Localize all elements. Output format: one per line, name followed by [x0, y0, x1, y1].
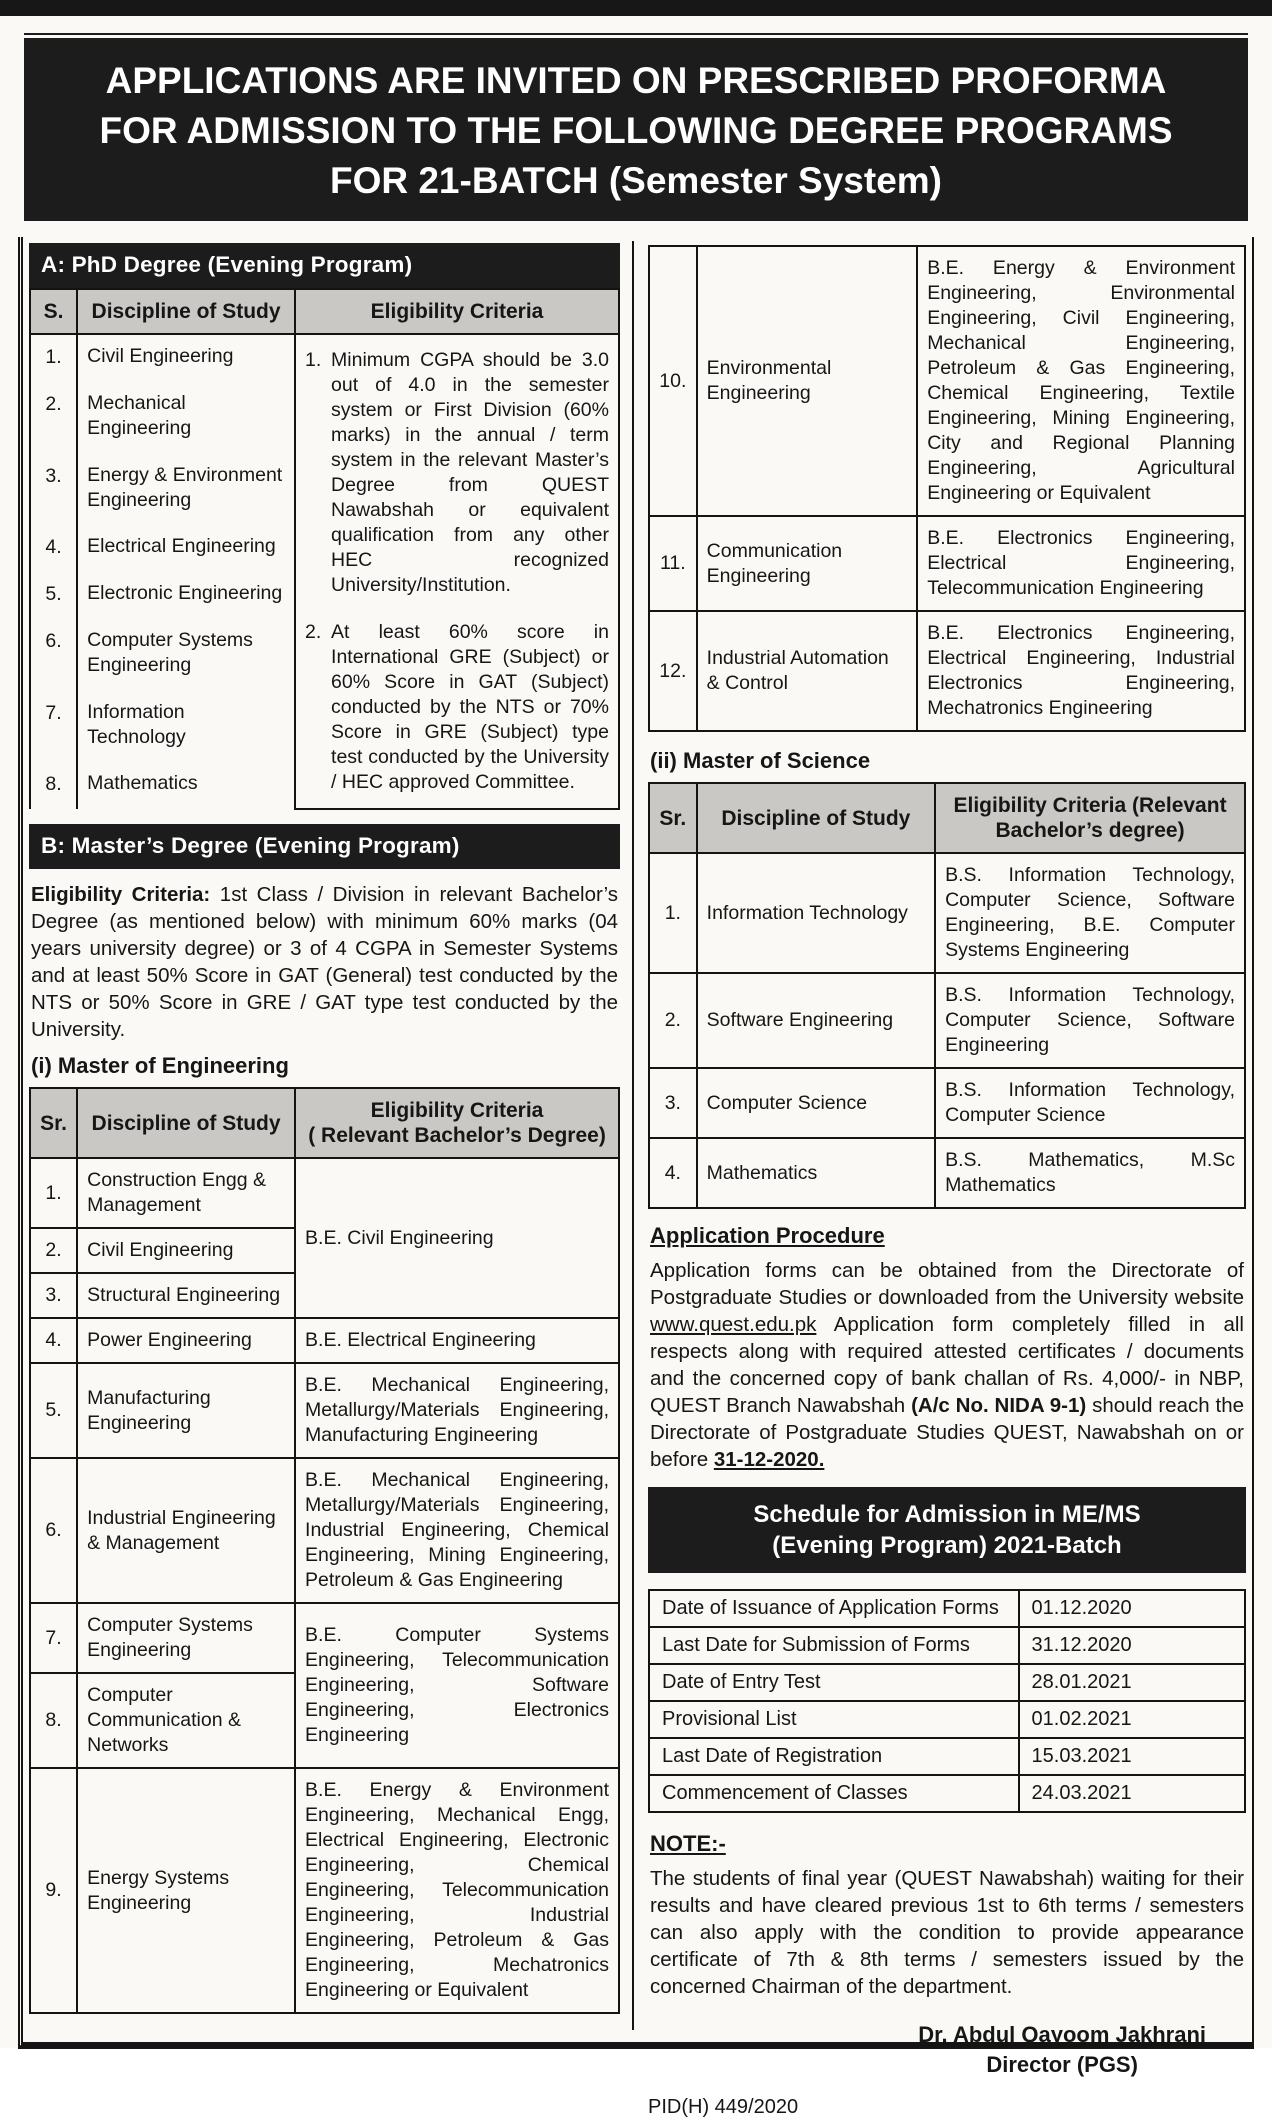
me-row-number: 6. [30, 1458, 77, 1603]
phd-table [29, 288, 620, 810]
ms-row [649, 973, 1245, 1068]
schedule-bar-line2: (Evening Program) 2021-Batch [772, 1532, 1122, 1559]
schedule-row [649, 1701, 1245, 1738]
schedule-row-date: 01.12.2020 [1019, 1590, 1245, 1627]
me-row-number: 9. [30, 1768, 77, 2013]
ms-row-number: 4. [649, 1138, 697, 1208]
ms-row-discipline: Information Technology [697, 853, 935, 973]
me-row-number: 5. [30, 1363, 77, 1458]
me-col-sr: Sr. [30, 1088, 77, 1158]
phd-row-discipline: Electrical Engineering [77, 525, 295, 572]
phd-row-number: 6. [30, 619, 77, 691]
section-b-bar: B: Master’s Degree (Evening Program) [29, 824, 620, 869]
application-text-1: Application forms can be obtained from the Directorate of Postgraduate Studies or downloaded from the University website [650, 1259, 1244, 1309]
schedule-row-label: Date of Entry Test [649, 1664, 1019, 1701]
phd-row-number: 4. [30, 525, 77, 572]
phd-eligibility-item: 2. At least 60% score in International GRE (Subject) or 60% Score in GAT (Subject) conducted by the NTS or 70% Score in GRE (Subject) type test conducted by the University / HEC approved Committee. [305, 621, 609, 793]
schedule-row-date: 28.01.2021 [1019, 1664, 1245, 1701]
me-cont-row-discipline: Industrial Automation & Control [697, 611, 918, 731]
ms-row [649, 1068, 1245, 1138]
application-procedure-heading: Application Procedure [650, 1223, 885, 1248]
ms-row-number: 2. [649, 973, 697, 1068]
phd-row-number: 1. [30, 334, 77, 382]
phd-row-discipline: Electronic Engineering [77, 572, 295, 619]
ms-row-eligibility: B.S. Mathematics, M.Sc Mathematics [935, 1138, 1245, 1208]
signature-block [648, 2020, 1206, 2080]
masters-eligibility-paragraph [31, 881, 618, 1043]
me-row-number: 4. [30, 1318, 77, 1363]
me-table-continued [648, 245, 1246, 732]
eligibility-label: Eligibility Criteria: [31, 883, 211, 906]
schedule-row-date: 15.03.2021 [1019, 1738, 1245, 1775]
me-row-number: 3. [30, 1273, 77, 1318]
me-row-discipline: Construction Engg & Management [77, 1158, 295, 1228]
me-row-discipline: Structural Engineering [77, 1273, 295, 1318]
me-col-eligibility [295, 1088, 619, 1158]
me-cont-row-number: 12. [649, 611, 697, 731]
me-eligibility-cell: B.E. Computer Systems Engineering, Telecommunication Engineering, Software Engineering, Electronics Engineering [295, 1603, 619, 1768]
phd-row-discipline: Computer Systems Engineering [77, 619, 295, 691]
ms-col-eligibility: Eligibility Criteria (Relevant Bachelor’s degree) [935, 783, 1245, 853]
left-column [26, 241, 634, 2030]
ms-row-discipline: Mathematics [697, 1138, 935, 1208]
schedule-bar [648, 1487, 1246, 1573]
headline-line-3: FOR 21-BATCH (Semester System) [329, 160, 943, 201]
me-cont-row-number: 10. [649, 246, 697, 516]
phd-row-number: 2. [30, 382, 77, 454]
schedule-row-label: Last Date of Registration [649, 1738, 1019, 1775]
university-website-link[interactable]: www.quest.edu.pk [650, 1313, 817, 1336]
phd-row-discipline: Civil Engineering [77, 334, 295, 382]
me-col-eligibility-line1: Eligibility Criteria [370, 1099, 544, 1122]
me-row-discipline: Manufacturing Engineering [77, 1363, 295, 1458]
me-row [30, 1158, 619, 1228]
me-eligibility-cell: B.E. Energy & Environment Engineering, Mechanical Engg, Electrical Engineering, Electronic Engineering, Chemical Engineering, Telecommunication Engineering, Industrial Engineering, Petroleum & Gas Engineering, Mechatronics Engineering or Equivalent [295, 1768, 619, 2013]
ms-row [649, 853, 1245, 973]
ms-row-eligibility: B.S. Information Technology, Computer Science [935, 1068, 1245, 1138]
phd-row-number: 3. [30, 454, 77, 526]
ms-row-discipline: Computer Science [697, 1068, 935, 1138]
schedule-row [649, 1775, 1245, 1812]
schedule-bar-line1: Schedule for Admission in ME/MS [753, 1501, 1141, 1528]
me-heading: (i) Master of Engineering [31, 1053, 289, 1078]
note-paragraph: The students of final year (QUEST Nawabshah) waiting for their results and have cleared previous 1st to 6th terms / semesters can also apply with the condition to provide appearance certificate of 7th & 8th terms / semesters issued by the concerned Chairman of the department. [650, 1867, 1244, 1998]
phd-eligibility-cell [295, 334, 619, 809]
signature-title: Director (PGS) [986, 2052, 1138, 2077]
me-row [30, 1318, 619, 1363]
phd-col-discipline: Discipline of Study [77, 289, 295, 334]
me-row [30, 1768, 619, 2013]
ms-heading: (ii) Master of Science [650, 748, 871, 773]
application-text-3: should reach the Directorate of Postgraduate Studies QUEST, Nawabshah on or before [650, 1394, 1244, 1471]
me-cont-row [649, 246, 1245, 516]
ms-row-eligibility: B.S. Information Technology, Computer Science, Software Engineering [935, 973, 1245, 1068]
application-deadline: 31-12-2020. [713, 1448, 825, 1471]
schedule-row-label: Date of Issuance of Application Forms [649, 1590, 1019, 1627]
schedule-row-label: Provisional List [649, 1701, 1019, 1738]
phd-row-number: 7. [30, 691, 77, 763]
content-frame [18, 237, 1254, 2118]
me-row-number: 7. [30, 1603, 77, 1673]
ms-col-discipline: Discipline of Study [697, 783, 935, 853]
phd-row-number: 5. [30, 572, 77, 619]
me-row-discipline: Industrial Engineering & Management [77, 1458, 295, 1603]
schedule-row-label: Last Date for Submission of Forms [649, 1627, 1019, 1664]
me-cont-eligibility-cell: B.E. Electronics Engineering, Electrical Engineering, Industrial Electronics Engineering, Mechatronics Engineering [917, 611, 1245, 731]
me-row-number: 2. [30, 1228, 77, 1273]
me-eligibility-cell: B.E. Civil Engineering [295, 1158, 619, 1318]
me-row-discipline: Civil Engineering [77, 1228, 295, 1273]
headline-line-2: FOR ADMISSION TO THE FOLLOWING DEGREE PROGRAMS [99, 110, 1173, 151]
schedule-row-date: 31.12.2020 [1019, 1627, 1245, 1664]
ms-row [649, 1138, 1245, 1208]
me-row [30, 1458, 619, 1603]
account-number: (A/c No. NIDA 9-1) [911, 1394, 1087, 1417]
phd-col-eligibility: Eligibility Criteria [295, 289, 619, 334]
me-eligibility-cell: B.E. Mechanical Engineering, Metallurgy/Materials Engineering, Industrial Engineering, Chemical Engineering, Mining Engineering, Petroleum & Gas Engineering [295, 1458, 619, 1603]
ms-row-number: 1. [649, 853, 697, 973]
ms-row-number: 3. [649, 1068, 697, 1138]
phd-row-discipline: Mechanical Engineering [77, 382, 295, 454]
eligibility-text: 1st Class / Division in relevant Bachelor’s Degree (as mentioned below) with minimum 60% marks (04 years university degree) or 3 of 4 CGPA in Semester Systems and at least 50% Score in GAT (General) test conducted by the NTS or 50% Score in GRE / GAT type test conducted by the University. [31, 883, 619, 1041]
me-table [29, 1087, 620, 2014]
me-row [30, 1363, 619, 1458]
schedule-row-date: 01.02.2021 [1019, 1701, 1245, 1738]
schedule-row [649, 1664, 1245, 1701]
me-cont-row [649, 611, 1245, 731]
ms-header-row [649, 783, 1245, 853]
ms-row-eligibility: B.S. Information Technology, Computer Science, Software Engineering, B.E. Computer Systems Engineering [935, 853, 1245, 973]
application-text-2: Application form completely filled in all respects along with required attested certificates / documents and the concerned copy of bank challan of Rs. 4,000/- in NBP, QUEST Branch Nawabshah [650, 1313, 1244, 1417]
phd-row-discipline: Mathematics [77, 762, 295, 809]
me-cont-eligibility-cell: B.E. Electronics Engineering, Electrical Engineering, Telecommunication Engineering [917, 516, 1245, 611]
headline-box [24, 43, 1248, 221]
ms-row-discipline: Software Engineering [697, 973, 935, 1068]
signature-name: Dr. Abdul Qayoom Jakhrani [918, 2022, 1206, 2047]
me-row-discipline: Computer Communication & Networks [77, 1673, 295, 1768]
schedule-table [648, 1589, 1246, 1813]
headline-line-1: APPLICATIONS ARE INVITED ON PRESCRIBED PROFORMA [105, 60, 1167, 101]
me-row-number: 1. [30, 1158, 77, 1228]
phd-col-sr: S. [30, 289, 77, 334]
schedule-row-date: 24.03.2021 [1019, 1775, 1245, 1812]
me-row-discipline: Energy Systems Engineering [77, 1768, 295, 2013]
top-border-strip [0, 0, 1272, 16]
me-col-eligibility-line2: ( Relevant Bachelor’s Degree) [308, 1124, 606, 1147]
note-heading: NOTE:- [650, 1831, 726, 1856]
me-cont-row-discipline: Communication Engineering [697, 516, 918, 611]
phd-eligibility-item: 1. Minimum CGPA should be 3.0 out of 4.0 in the semester system or First Division (60% marks) in the annual / term system in the relevant Master’s Degree from QUEST Nawabshah or equivalent qualification from any other HEC recognized University/Institution. [305, 349, 609, 596]
me-cont-row [649, 516, 1245, 611]
phd-row-discipline: Information Technology [77, 691, 295, 763]
phd-row-number: 8. [30, 762, 77, 809]
me-row-discipline: Power Engineering [77, 1318, 295, 1363]
section-a-bar: A: PhD Degree (Evening Program) [29, 243, 620, 288]
ms-col-sr: Sr. [649, 783, 697, 853]
me-eligibility-cell: B.E. Electrical Engineering [295, 1318, 619, 1363]
me-header-row [30, 1088, 619, 1158]
phd-row [30, 334, 619, 382]
ms-table [648, 782, 1246, 1209]
right-column [634, 241, 1252, 2118]
phd-row-discipline: Energy & Environment Engineering [77, 454, 295, 526]
me-row [30, 1603, 619, 1673]
me-eligibility-cell: B.E. Mechanical Engineering, Metallurgy/Materials Engineering, Manufacturing Engineering [295, 1363, 619, 1458]
pid-number: PID(H) 449/2020 [648, 2096, 799, 2118]
me-row-discipline: Computer Systems Engineering [77, 1603, 295, 1673]
schedule-row [649, 1627, 1245, 1664]
me-col-discipline: Discipline of Study [77, 1088, 295, 1158]
me-row-number: 8. [30, 1673, 77, 1768]
schedule-row [649, 1738, 1245, 1775]
application-procedure-paragraph [650, 1257, 1244, 1473]
schedule-row [649, 1590, 1245, 1627]
me-cont-row-number: 11. [649, 516, 697, 611]
phd-header-row [30, 289, 619, 334]
me-cont-row-discipline: Environmental Engineering [697, 246, 918, 516]
me-cont-eligibility-cell: B.E. Energy & Environment Engineering, Environmental Engineering, Civil Engineering, Mechanical Engineering, Petroleum & Gas Engineering, Chemical Engineering, Textile Engineering, Mining Engineering, City and Regional Planning Engineering, Agricultural Engineering or Equivalent [917, 246, 1245, 516]
schedule-row-label: Commencement of Classes [649, 1775, 1019, 1812]
